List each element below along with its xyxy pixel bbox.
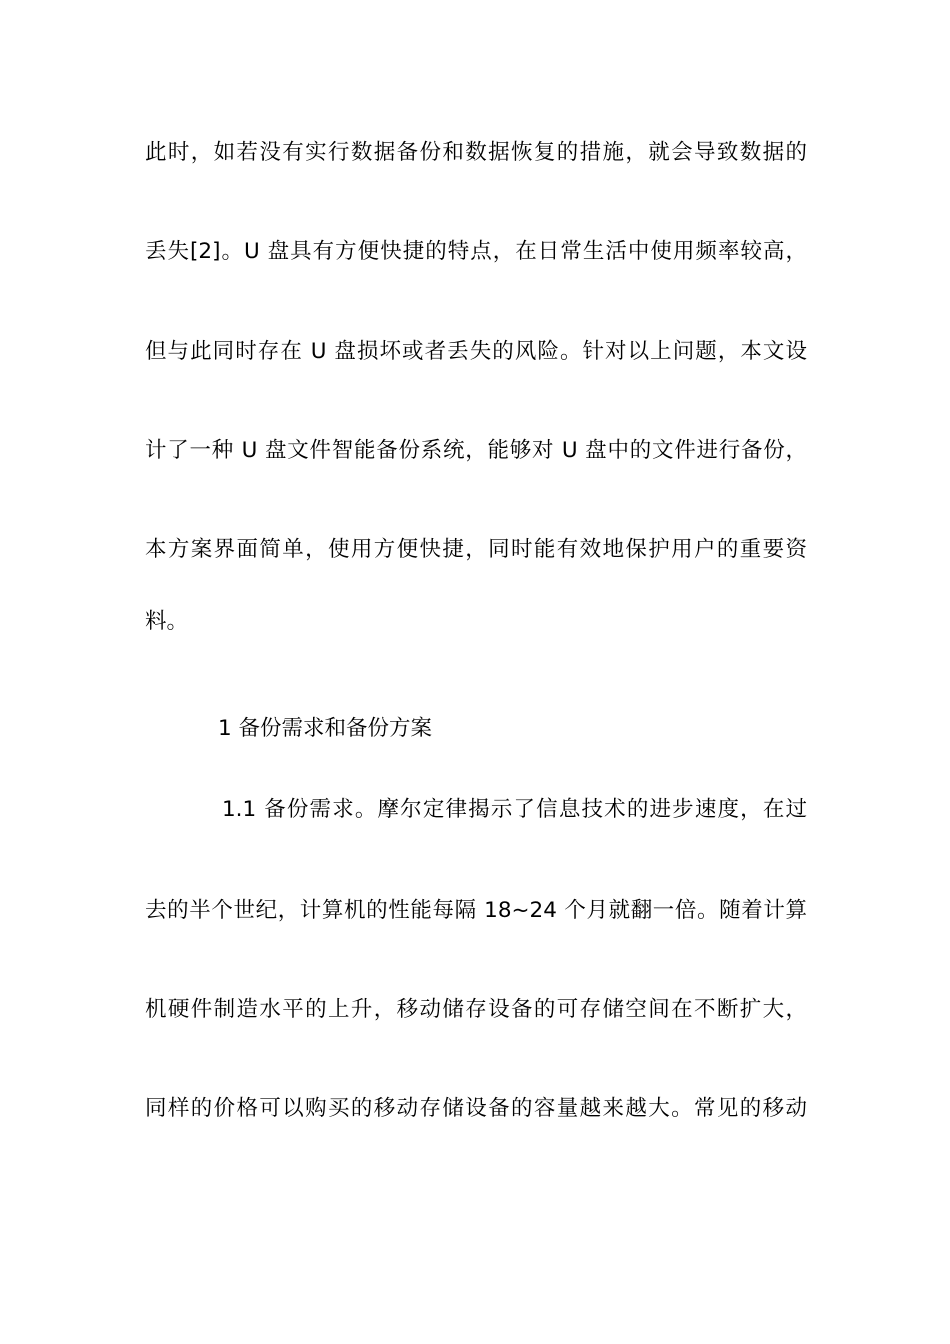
paragraph-line: 本方案界面简单，使用方便快捷，同时能有效地保护用户的重要资 [145, 537, 807, 562]
paragraph-line: 但与此同时存在 U 盘损坏或者丢失的风险。针对以上问题，本文设 [145, 339, 807, 364]
paragraph-line: 去的半个世纪，计算机的性能每隔 18~24 个月就翻一倍。随着计算 [145, 898, 807, 923]
paragraph-line: 计了一种 U 盘文件智能备份系统，能够对 U 盘中的文件进行备份， [145, 438, 807, 463]
paragraph-line: 料。 [145, 609, 189, 634]
paragraph-line: 机硬件制造水平的上升，移动储存设备的可存储空间在不断扩大， [145, 997, 807, 1022]
section-heading: 1 备份需求和备份方案 [218, 716, 433, 741]
paragraph-line: 1.1 备份需求。摩尔定律揭示了信息技术的进步速度，在过 [222, 797, 807, 822]
paragraph-line: 同样的价格可以购买的移动存储设备的容量越来越大。常见的移动 [145, 1096, 807, 1121]
paragraph-line: 丢失[2]。U 盘具有方便快捷的特点，在日常生活中使用频率较高， [145, 239, 807, 264]
paragraph-line: 此时，如若没有实行数据备份和数据恢复的措施，就会导致数据的 [145, 140, 807, 165]
